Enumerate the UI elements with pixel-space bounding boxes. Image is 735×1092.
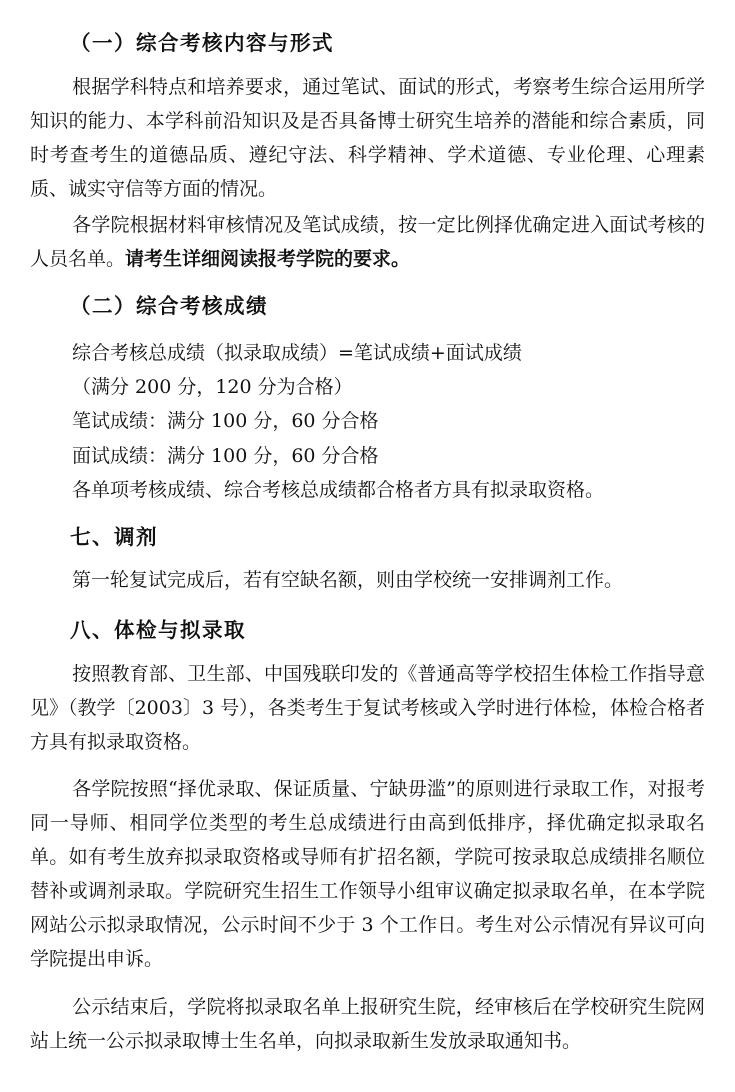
paragraph-interview-selection — [30, 208, 705, 276]
paragraph-adjustment: 第一轮复试完成后，若有空缺名额，则由学校统一安排调剂工作。 — [72, 569, 624, 591]
paragraph-assessment-content-text: 根据学科特点和培养要求，通过笔试、面试的形式，考察考生综合运用所学知识的能力、本学科前沿知识及是否具备博士研究生培养的潜能和综合素质，同时考查考生的道德品质、遵纪守法、科学精神、学术道德、专业伦理、心理素质、诚实守信等方面的情况。 — [30, 76, 705, 200]
score-total-line: （满分 200 分，120 分为合格） — [72, 376, 353, 398]
paragraph-publicity-text: 公示结束后，学院将拟录取名单上报研究生院，经审核后在学校研究生院网站上统一公示拟录取博士生名单，向拟录取新生发放录取通知书。 — [30, 996, 705, 1052]
score-formula-line: 综合考核总成绩（拟录取成绩）=笔试成绩+面试成绩 — [72, 342, 522, 364]
section-heading-adjustment: 七、调剂 — [70, 525, 158, 549]
paragraph-assessment-content — [30, 70, 705, 206]
paragraph-admission-principle-text: 各学院按照“择优录取、保证质量、宁缺毋滥”的原则进行录取工作，对报考同一导师、相同学位类型的考生总成绩进行由高到低排序，择优确定拟录取名单。如有考生放弃拟录取资格或导师有扩招名额，学院可按录取总成绩排名顺位替补或调剂录取。学院研究生招生工作领导小组审议确定拟录取名单，在本学院网站公示拟录取情况，公示时间不少于 3 个工作日。考生对公示情况有异议可向学院提出申诉。 — [30, 778, 705, 970]
score-eligibility-line: 各单项考核成绩、综合考核总成绩都合格者方具有拟录取资格。 — [72, 479, 605, 501]
score-interview-line: 面试成绩：满分 100 分，60 分合格 — [72, 445, 379, 467]
paragraph-interview-selection-text: 各学院根据材料审核情况及笔试成绩，按一定比例择优确定进入面试考核的人员名单。 — [30, 214, 705, 270]
section-heading-comprehensive-score: （二）综合考核成绩 — [70, 294, 268, 318]
section-heading-medical-admission: 八、体检与拟录取 — [70, 618, 246, 642]
paragraph-admission-principle — [30, 772, 705, 976]
paragraph-interview-selection-emphasis: 请考生详细阅读报考学院的要求。 — [125, 248, 411, 270]
paragraph-medical-exam — [30, 657, 705, 759]
paragraph-medical-exam-text: 按照教育部、卫生部、中国残联印发的《普通高等学校招生体检工作指导意见》（教学〔2003〕3 号），各类考生于复试考核或入学时进行体检，体检合格者方具有拟录取资格。 — [30, 663, 705, 753]
score-written-line: 笔试成绩：满分 100 分，60 分合格 — [72, 410, 379, 432]
section-heading-comprehensive-assessment-content: （一）综合考核内容与形式 — [70, 31, 334, 55]
paragraph-publicity — [30, 990, 705, 1058]
